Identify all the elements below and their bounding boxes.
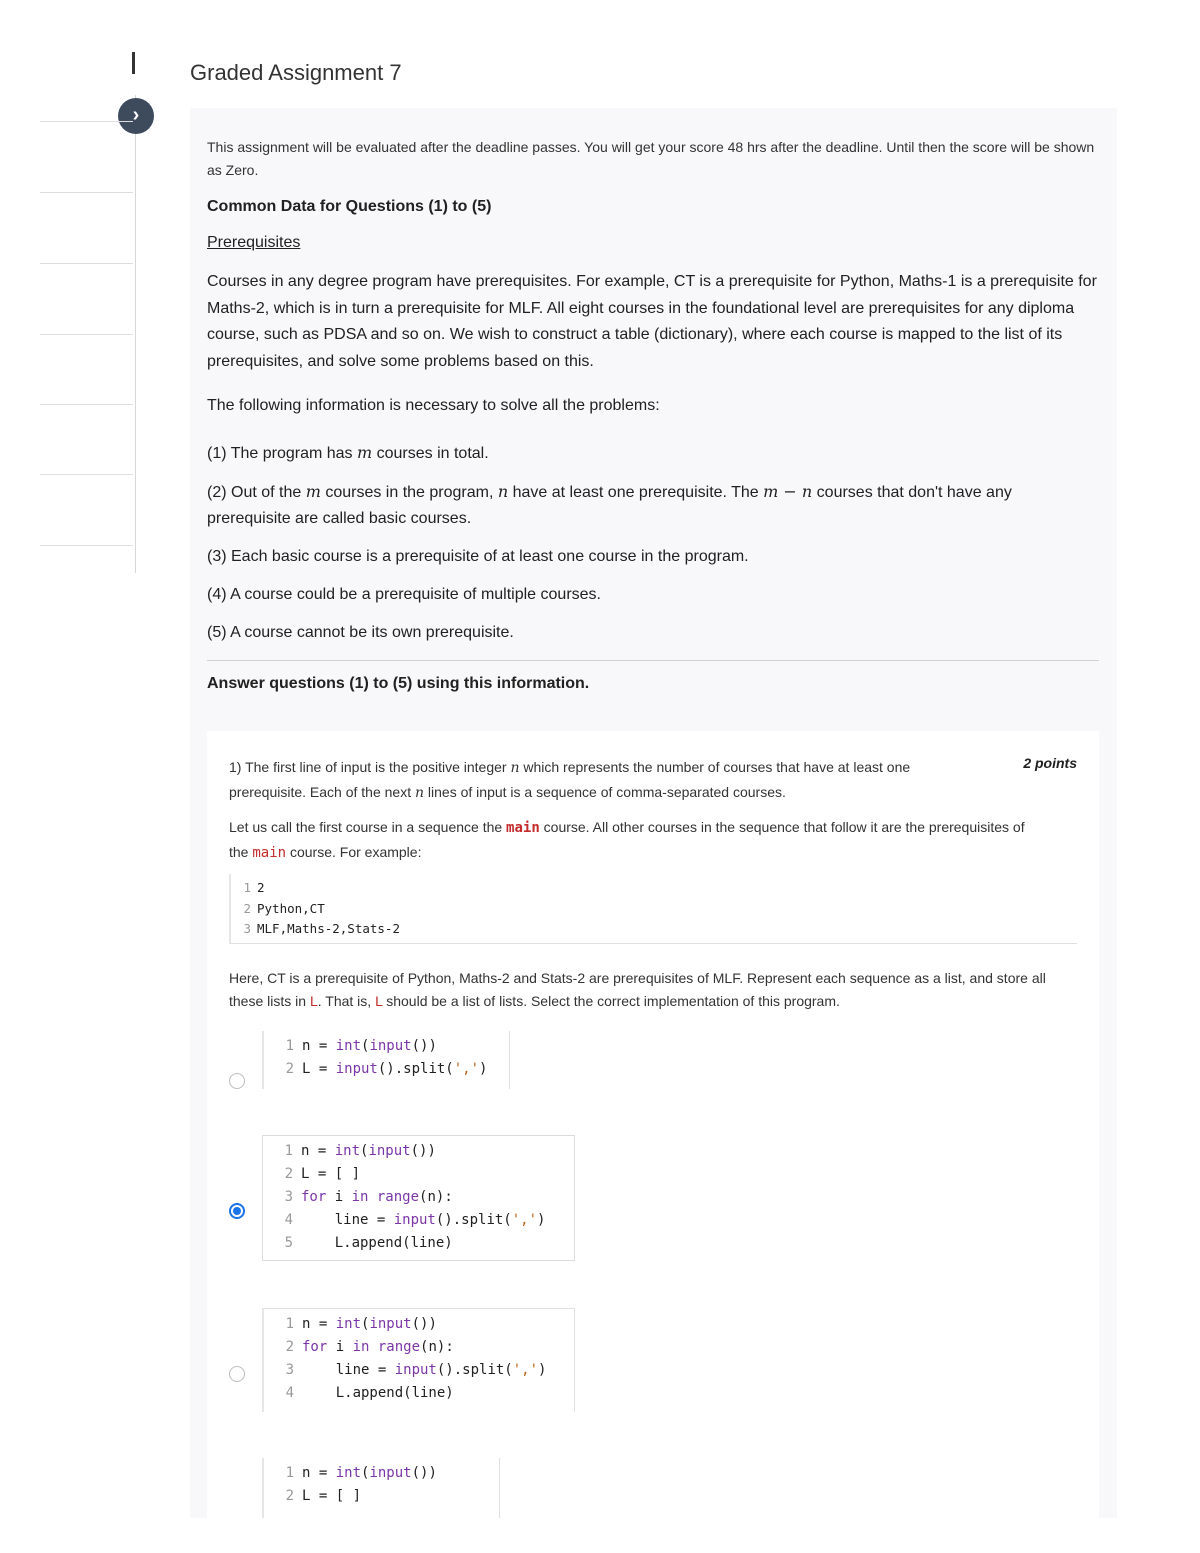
assignment-content [207,136,1099,693]
question-1-card [207,731,1099,1518]
rail-item[interactable] [40,545,133,546]
rail-marker [132,52,135,74]
evaluation-notice: This assignment will be evaluated after the deadline passes. You will get your score 48 hrs after the deadline. Until then the score will be shown as Zero. [207,139,1095,178]
code-line: 1 n = int(input()) [285,1038,437,1054]
expand-sidebar-button[interactable] [118,98,154,134]
code-line: 1 2 [243,880,265,895]
code-line: 2 for i in range(n): [285,1339,454,1355]
condition-1: (1) The program has m courses in total. [207,442,489,462]
rail-item[interactable] [40,192,133,193]
code-line: 3 line = input().split(',') [285,1362,547,1378]
common-data-heading: Common Data for Questions (1) to (5) [207,198,492,215]
code-line: 3 for i in range(n): [284,1189,453,1205]
question-1-instructions: Here, CT is a prerequisite of Python, Maths-2 and Stats-2 are prerequisites of MLF. Represent each sequence as a list, and store all these lists in L. That is, L should be a list of lists. Select the correct implementation of this program. [229,970,1046,1009]
code-line: 2 Python,CT [243,900,325,916]
code-line: 2 L = input().split(',') [285,1061,488,1077]
rail-item[interactable] [40,263,133,264]
option-1-code [262,1031,510,1089]
rail-item[interactable] [40,121,133,122]
assignment-card [190,108,1117,1518]
code-line: 4 L.append(line) [285,1385,454,1401]
prerequisites-heading: Prerequisites [207,234,301,251]
sample-input-block [229,874,1077,944]
code-line: 3 MLF,Maths-2,Stats-2 [243,921,400,936]
condition-2: (2) Out of the m courses in the program, n have at least one prerequisite. The m − n courses that don't have any prerequisite are called basic courses. [207,481,1012,527]
code-line: 1 n = int(input()) [285,1316,437,1332]
description-paragraph: Courses in any degree program have prerequisites. For example, CT is a prerequisite for Python, Maths-1 is a prerequisite for Maths-2, which is in turn a prerequisite for MLF. All eight courses in the foundational level are prerequisites for any diploma course, such as PDSA and so on. We wish to construct a table (dictionary), where each course is mapped to the list of its prerequisites, and solve some problems based on this. [207,273,1097,370]
rail-item[interactable] [40,474,133,475]
condition-3: (3) Each basic course is a prerequisite of at least one course in the program. [207,547,749,565]
rail-divider [135,95,136,573]
points-badge: 2 points [1023,755,1077,771]
code-line: 2 L = [ ] [285,1488,362,1504]
option-1-radio[interactable] [229,1073,245,1089]
option-3-radio[interactable] [229,1366,245,1382]
question-1-main-course-text: Let us call the first course in a sequence the main course. All other courses in the sequence that follow it are the prerequisites of the main course. For example: [229,819,1025,861]
page-title: Graded Assignment 7 [190,60,402,85]
rail-item[interactable] [40,334,133,335]
condition-5: (5) A course cannot be its own prerequisite. [207,623,514,641]
left-rail [0,0,140,575]
answer-heading: Answer questions (1) to (5) using this information. [207,674,590,692]
code-line: 1 n = int(input()) [284,1143,436,1159]
chevron-right-icon: › [132,104,140,126]
code-line: 5 L.append(line) [284,1235,453,1251]
option-4-code [262,1458,500,1518]
code-line: 2 L = [ ] [284,1166,361,1182]
info-paragraph: The following information is necessary to solve all the problems: [207,397,660,414]
option-3-code [262,1308,575,1412]
code-line: 1 n = int(input()) [285,1465,437,1481]
section-divider [207,660,1099,661]
code-line: 4 line = input().split(',') [284,1212,546,1228]
condition-4: (4) A course could be a prerequisite of multiple courses. [207,585,601,603]
question-1-text: 1) The first line of input is the positive integer n which represents the number of courses that have at least one prerequisite. Each of the next n lines of input is a sequence of comma-separated courses. [229,759,911,801]
option-2-radio-selected[interactable] [229,1203,245,1219]
option-2-code [262,1135,575,1261]
rail-item[interactable] [40,404,133,405]
